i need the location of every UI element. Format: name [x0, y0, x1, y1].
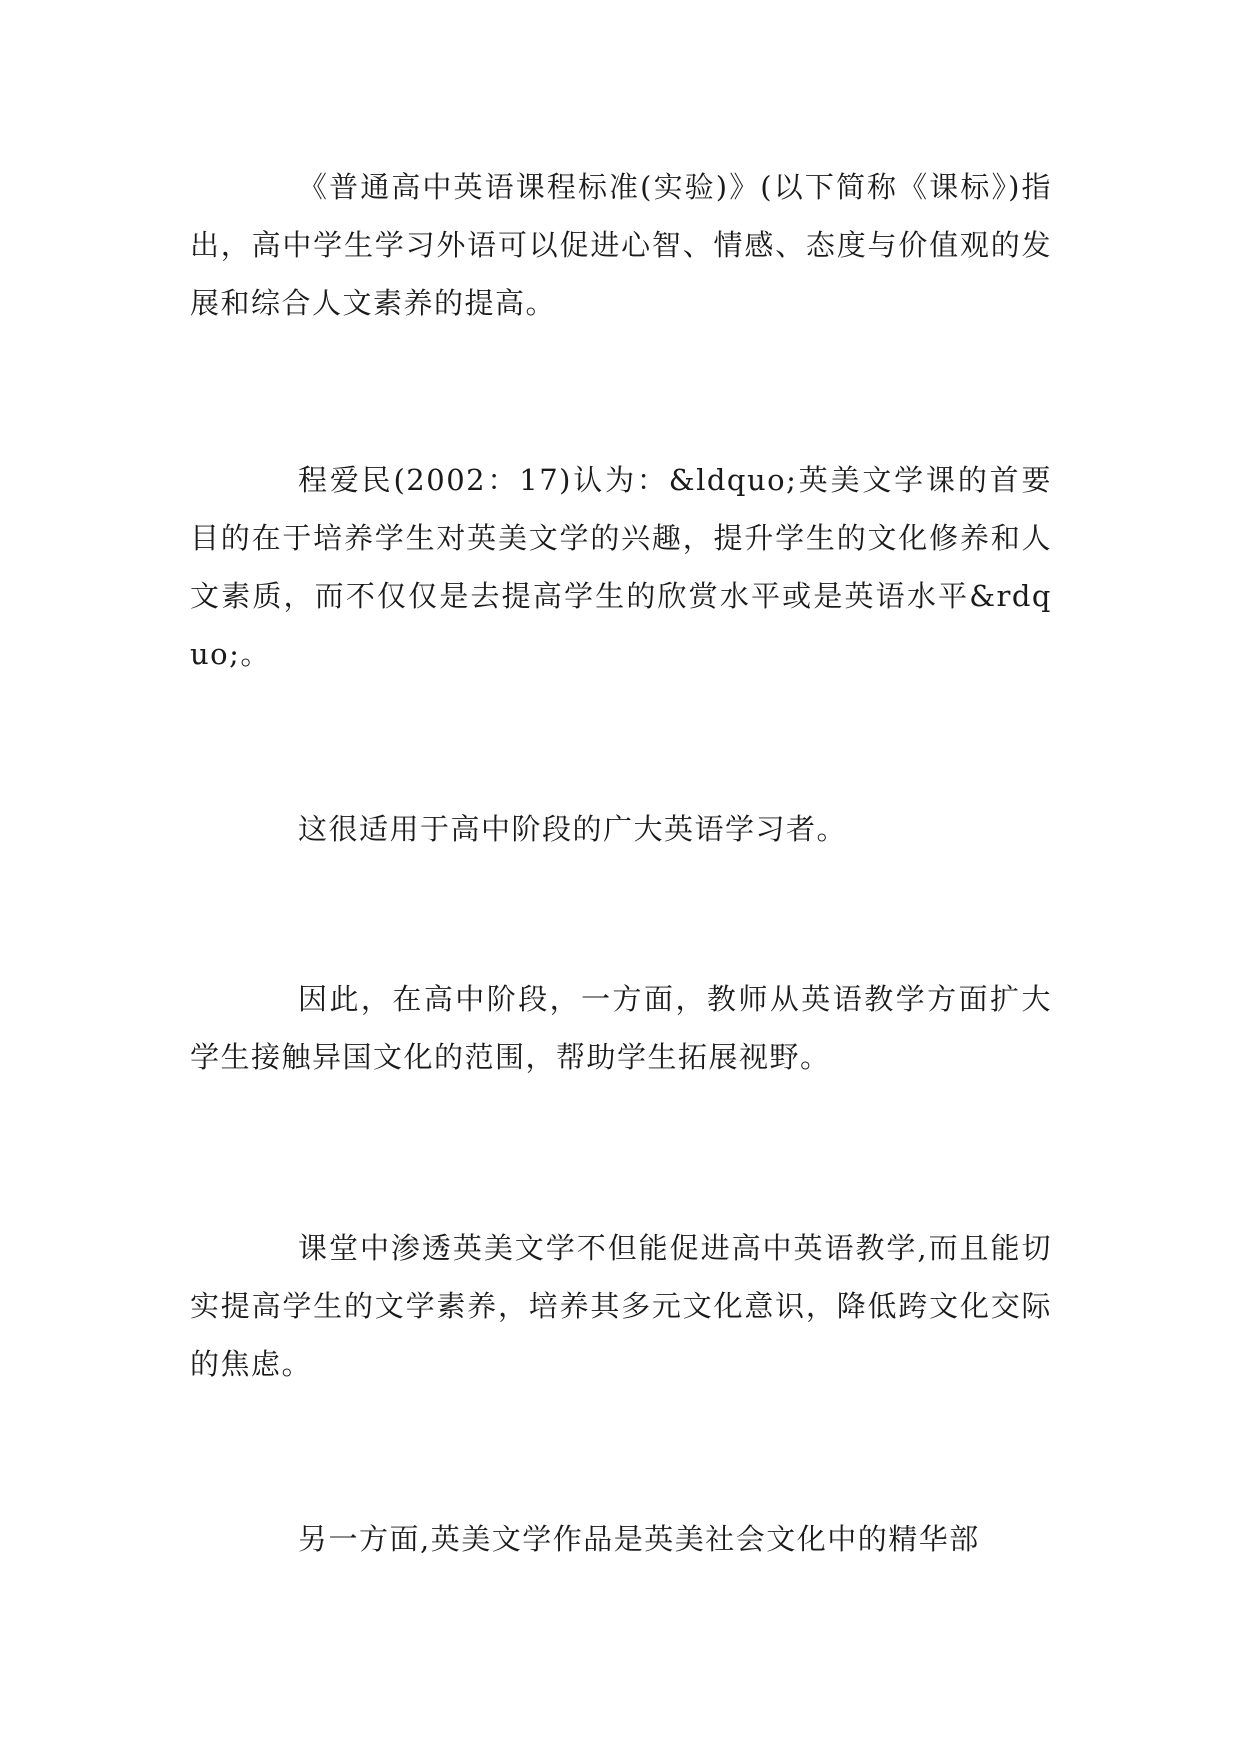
- paragraph-classroom-literature: 课堂中渗透英美文学不但能促进高中英语教学,而且能切实提高学生的文学素养，培养其多元文化意识，降低跨文化交际的焦虑。: [190, 1231, 1052, 1381]
- paragraph-therefore: 因此，在高中阶段，一方面，教师从英语教学方面扩大学生接触异国文化的范围，帮助学生拓展视野。: [190, 982, 1052, 1074]
- paragraph-cheng-aimin-quote: 程爱民(2002：17)认为：&ldquo;英美文学课的首要目的在于培养学生对英美文学的兴趣，提升学生的文化修养和人文素质，而不仅仅是去提高学生的欣赏水平或是英语水平&rdquo;。: [190, 463, 1052, 671]
- paragraph-applicability: 这很适用于高中阶段的广大英语学习者。: [298, 812, 848, 846]
- paragraph-curriculum-standard: 《普通高中英语课程标准(实验)》(以下简称《课标》)指出，高中学生学习外语可以促进心智、情感、态度与价值观的发展和综合人文素养的提高。: [190, 170, 1052, 320]
- paragraph-on-the-other-hand: 另一方面,英美文学作品是英美社会文化中的精华部: [298, 1522, 980, 1556]
